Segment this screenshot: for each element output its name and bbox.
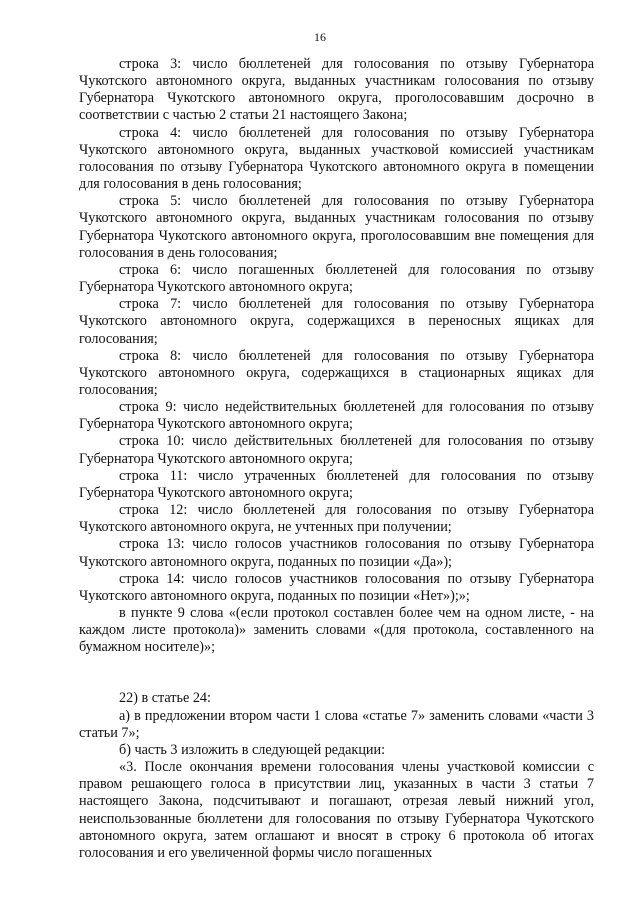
paragraph: строка 6: число погашенных бюллетеней для голосования по отзыву Губернатора Чукотского автономного округа;: [79, 261, 594, 296]
paragraph: 22) в статье 24:: [119, 690, 211, 707]
paragraph: строка 12: число бюллетеней для голосования по отзыву Губернатора Чукотского автономного округа, не учтенных при получении;: [79, 502, 594, 536]
paragraph: строка 14: число голосов участников голосования по отзыву Губернатора Чукотского автономного округа, поданных по позиции «Нет»);»;: [79, 570, 594, 604]
paragraph: в пункте 9 слова «(если протокол составлен более чем на одном листе, - на каждом листе протокола)» заменить словами «(для протокола, составленного на бумажном носителе)»;: [79, 605, 594, 656]
paragraph: строка 7: число бюллетеней для голосования по отзыву Губернатора Чукотского автономного округа, содержащихся в переносных ящиках для голосования;: [79, 296, 594, 347]
paragraph: «3. После окончания времени голосования члены участковой комиссии с правом решающего голоса в присутствии лиц, указанных в части 3 статьи 7 настоящего Закона, подсчитывают и погашают, отрезая левый нижний угол, неиспользованные бюллетени для голосования по отзыву Губернатора Чукотского автономного округа, затем оглашают и вносят в строку 6 протокола об итогах голосования и его увеличенной формы число погашенных: [79, 759, 594, 861]
paragraph: строка 10: число действительных бюллетеней для голосования по отзыву Губернатора Чукотского автономного округа;: [79, 433, 594, 467]
paragraph: строка 9: число недействительных бюллетеней для голосования по отзыву Губернатора Чукотского автономного округа;: [79, 399, 594, 433]
paragraph-gap: [79, 656, 594, 690]
page-number: 16: [314, 30, 326, 44]
paragraph: строка 5: число бюллетеней для голосования по отзыву Губернатора Чукотского автономного округа, выданных участникам голосования по отзыву Губернатора Чукотского автономного округа, проголосовавшим вне помещения для голосования в день голосования;: [79, 193, 594, 261]
paragraph: строка 3: число бюллетеней для голосования по отзыву Губернатора Чукотского автономного округа, выданных участникам голосования по отзыву Губернатора Чукотского автономного округа, проголосовавшим досрочно в соответствии с частью 2 статьи 21 настоящего Закона;: [79, 56, 594, 124]
paragraph: строка 13: число голосов участников голосования по отзыву Губернатора Чукотского автономного округа, поданных по позиции «Да»);: [79, 536, 594, 570]
document-body: [79, 56, 594, 862]
paragraph: б) часть 3 изложить в следующей редакции:: [119, 741, 386, 758]
paragraph: строка 8: число бюллетеней для голосования по отзыву Губернатора Чукотского автономного округа, содержащихся в стационарных ящиках для голосования;: [79, 347, 594, 398]
paragraph: а) в предложении втором части 1 слова «статье 7» заменить словами «части 3 статьи 7»;: [79, 707, 594, 741]
paragraph: строка 11: число утраченных бюллетеней для голосования по отзыву Губернатора Чукотского автономного округа;: [79, 467, 594, 501]
paragraph: строка 4: число бюллетеней для голосования по отзыву Губернатора Чукотского автономного округа, выданных участковой комиссией участникам голосования по отзыву Губернатора Чукотского автономного округа в помещении для голосования в день голосования;: [79, 124, 594, 193]
